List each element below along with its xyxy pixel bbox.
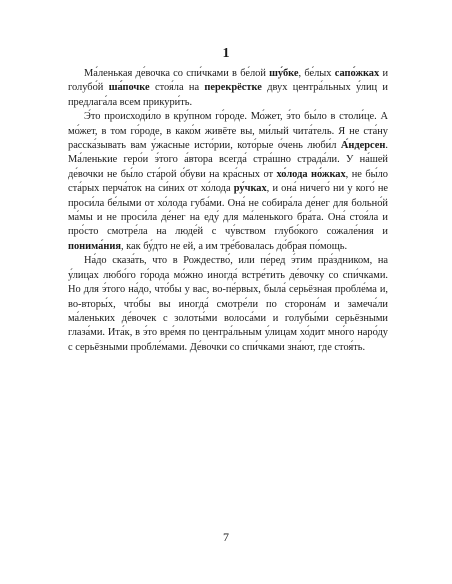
text-run: . Ма́ленькие геро́и э́того а́втора всегда́ стра́шно страда́ли. У на́шей де́вочки не бы́ло ста́рой о́буви на кра́сных от	[68, 140, 388, 180]
paragraph	[68, 67, 388, 110]
bold-word: понима́ния	[68, 240, 121, 252]
bold-word: А́ндерсен	[340, 140, 386, 152]
bold-word: сапо́жках	[334, 68, 380, 79]
text-run: , не бы́ло ста́рых перча́ток на си́них от хо́лода	[68, 168, 388, 195]
paragraph	[68, 254, 388, 355]
bold-word: шу́бке	[269, 68, 299, 79]
text-run: , и она́ ничего́ ни у кого́ не проси́ла бе́лыми от хо́лода губа́ми. Она́ не собира́ла де́нег для больно́й ма́мы и не проси́ла де́нег на еду́ для ма́ленького бра́та. Она́ стоя́ла и про́сто смотре́ла на люде́й с чу́вством глубо́кого сожале́ния и	[68, 183, 388, 238]
text-body	[68, 67, 388, 355]
text-run: двух центра́льных у́лиц и предлага́ла всем прикури́ть.	[68, 82, 388, 108]
text-run: и голубо́й	[68, 68, 388, 94]
chapter-number: 1	[222, 46, 230, 61]
bold-word: перекрёстке	[204, 82, 262, 94]
text-run: На́до сказа́ть, что в Рождество́, или пе́ред э́тим пра́здником, на у́лицах любо́го го́рода мо́жно иногда́ встре́тить де́вочку со спи́чками. Но для э́того на́до, что́бы у вас, во-пе́рвых, была́ серьёзная пробле́ма и, во-вторы́х, что́бы вы иногда́ смотре́ли по сторона́м и замеча́ли ма́леньких де́вочек с золоты́ми волоса́ми и голубы́ми серьёзными глаза́ми. Ита́к, в э́то вре́мя по центра́льным у́лицам хо́дит мно́го наро́ду с серьёзными пробле́мами. Де́вочки со спи́чками зна́ют, где стоя́ть.	[68, 255, 388, 353]
text-run: , бе́лых	[298, 68, 335, 79]
page-number: 7	[223, 530, 229, 544]
text-run: , как бу́дто не ей, а им тре́бовалась до́брая по́мощь.	[120, 240, 348, 252]
bold-word: ша́почке	[108, 82, 150, 94]
text-run: стоя́ла на	[149, 82, 205, 94]
paragraph	[68, 110, 388, 254]
bold-word: хо́лода но́жках	[276, 168, 346, 180]
text-run: Э́то происходи́ло в кру́пном го́роде. Мо́жет, э́то бы́ло в столи́це. А мо́жет, в том го́роде, в како́м живёте вы, ми́лый чита́тель. Я не ста́ну расска́зывать вам у́жасные исто́рии, кото́рые о́чень люби́л	[68, 111, 388, 152]
bold-word: ру́чках	[233, 183, 267, 195]
text-run: Ма́ленькая де́вочка со спи́чками в бе́лой	[84, 68, 270, 79]
